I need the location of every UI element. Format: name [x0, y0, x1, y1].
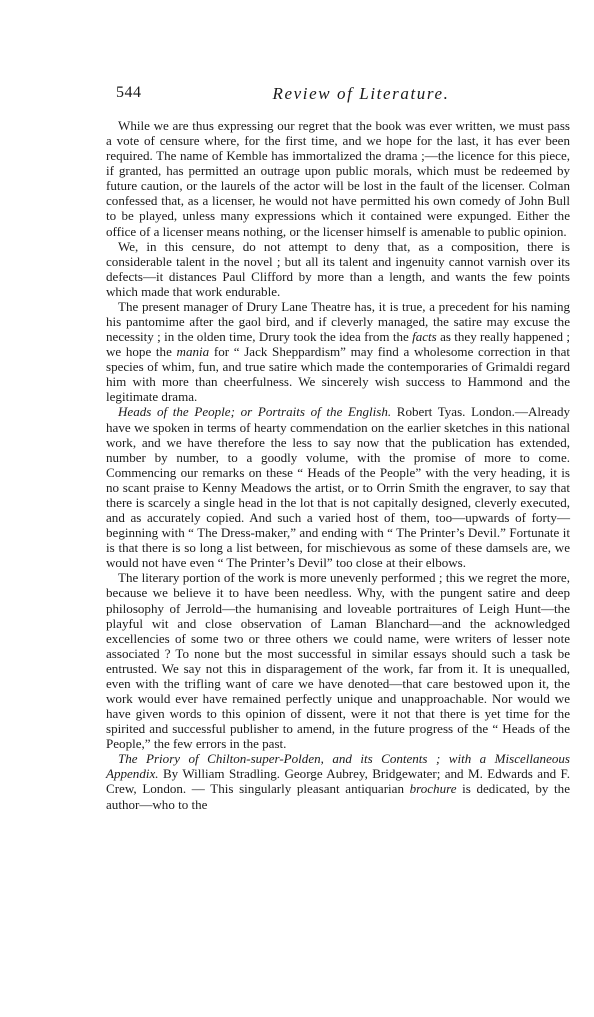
paragraph-text: for “ Jack Sheppardism” may find a wholesome correction in that species of whim, fun, and true satire which made the contemporaries of Grimaldi regard him with more than cheerfulness. We sincerely wish success to Hammond and the legitimate drama. — [106, 344, 570, 405]
running-title: Review of Literature. — [272, 84, 450, 103]
paragraph-text: The present manager of Drury Lane Theatre has, it is true, a precedent for his naming his pantomime after the gaol bird, and if cleverly managed, the satire may excuse the necessity ; in the olden time, Drury took the idea from the — [106, 298, 570, 345]
paragraph-text: as they really happened ; we hope the — [106, 329, 570, 360]
paragraph-text: Robert Tyas. London.—Already have we spoken in terms of hearty commendation on the earlier sketches in this national work, and we have therefore the less to say now that the publication has extended, number by number, to a goodly volume, with the promise of more to come. Commencing our remarks on these “ Heads of the People” with the very heading, it is no scant praise to Kenny Meadows the artist, or to Orrin Smith the engraver, to say that there is scarcely a single head in the lot that is not capitally designed, cleverly executed, and as accurately copied. And such a varied host of them, too—upwards of forty—beginning with “ The Dress-maker,” and ending with “ The Printer’s Devil.” Fortunate it is that there is so long a list between, for mischievous as some of these damsels are, we would not have even “ The Printer’s Devil” too close at their elbows. — [106, 404, 570, 571]
paragraph-novel-talent — [106, 239, 570, 299]
review-title: The Priory of Chilton-super-Polden, and its Contents ; with a Miscellaneous Appendix. — [106, 751, 570, 782]
paragraph-text: While we are thus expressing our regret that the book was ever written, we must pass a vote of censure where, for the first time, and we hope for the last, it has ever been required. The name of Kemble has immortalized the drama ;—the licence for this piece, if granted, has permitted an outrage upon public morals, which must be redeemed by future caution, or the laurels of the actor will be lost in the fault of the licenser. Colman confessed that, as a licenser, he would not have permitted his own comedy of John Bull to be played, unless many expressions which it contained were expunged. Either the office of a licenser means nothing, or the licenser himself is amenable to public opinion. — [106, 118, 570, 239]
paragraph-literary-portion — [106, 570, 570, 751]
paragraph-licence-censure — [106, 118, 570, 239]
paragraph-drury-lane — [106, 299, 570, 405]
page-number: 544 — [116, 84, 142, 101]
italic-word: brochure — [409, 781, 457, 797]
paragraph-text: By William Stradling. George Aubrey, Bridgewater; and M. Edwards and F. Crew, London. — This singularly pleasant antiquarian — [106, 766, 570, 797]
italic-word: facts — [412, 329, 437, 345]
review-priory-of-chilton — [106, 751, 570, 811]
body-text — [106, 118, 570, 812]
paragraph-text: is dedicated, by the author—who to the — [106, 781, 570, 812]
paragraph-text: The literary portion of the work is more unevenly performed ; this we regret the more, because we believe it to have been needless. Why, with the pungent satire and deep philosophy of Jerrold—the humanising and loveable portraitures of Leigh Hunt—the playful wit and close observation of Laman Blanchard—and the acknowledged excellencies of some two or three others we could name, were writers of lesser note associated ? To none but the most successful in similar essays should such a task be entrusted. We say not this in disparagement of the work, far from it. It is unequalled, even with the trifling want of care we have denoted—that care bestowed upon it, the work would ever have remained perfectly unique and unapproachable. Nor would we have given words to this opinion of dissent, were it not that there is yet time for the spirited and successful publisher to amend, in the future progress of the “ Heads of the People,” the few errors in the past. — [106, 570, 570, 752]
paragraph-text: We, in this censure, do not attempt to deny that, as a composition, there is considerable talent in the novel ; but all its talent and ingenuity cannot varnish over its defects—it distances Paul Clifford by more than a length, and wants the few points which made that work endurable. — [106, 238, 570, 299]
review-heads-of-the-people — [106, 404, 570, 570]
running-head — [116, 84, 570, 106]
italic-word: mania — [176, 344, 210, 360]
review-title: Heads of the People; or Portraits of the English. — [118, 404, 392, 420]
